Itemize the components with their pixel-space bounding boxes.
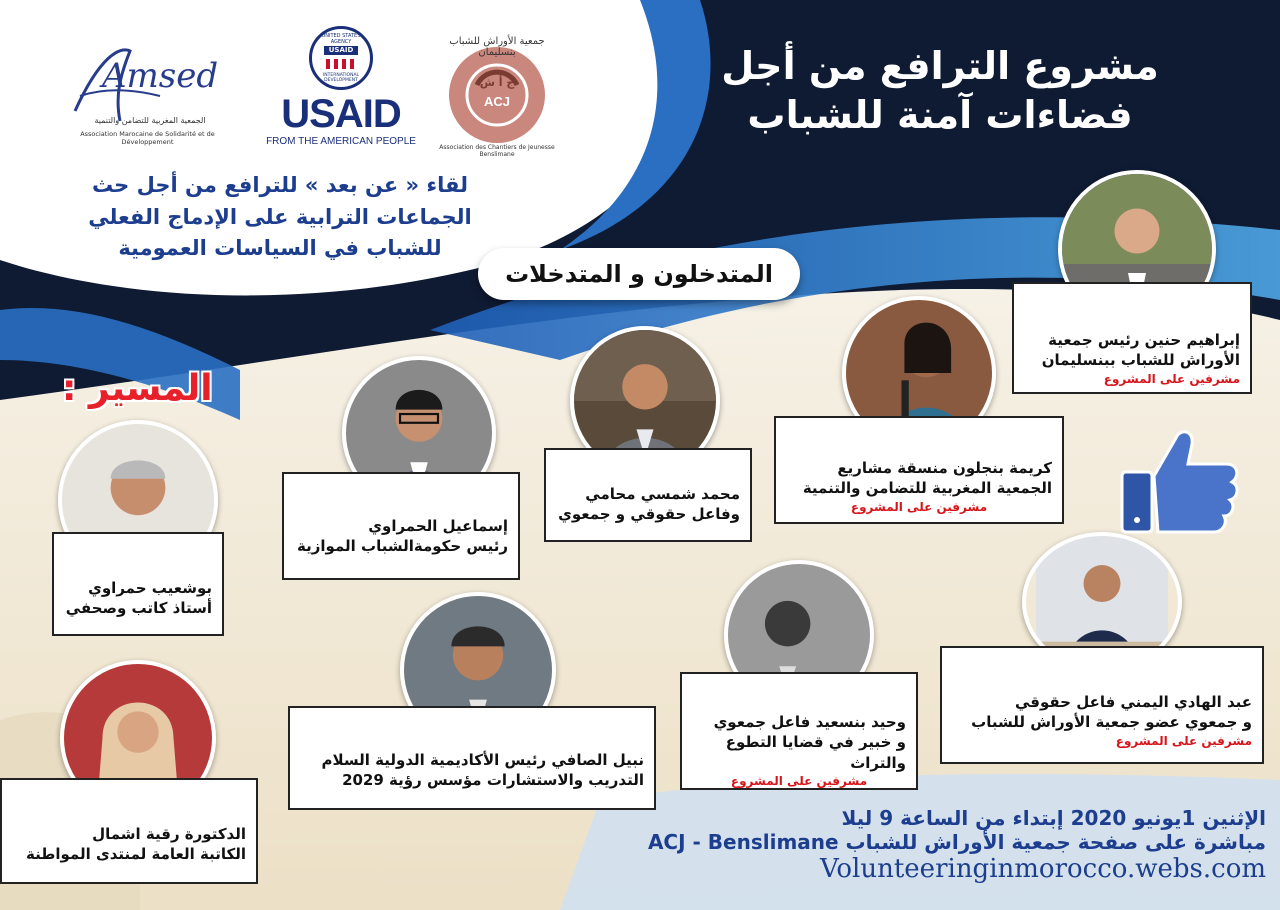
card-bouchaib xyxy=(52,532,224,636)
amsed-logo xyxy=(60,36,235,146)
usaid-name xyxy=(262,92,420,137)
ismail-line1: إسماعيل الحمراوي xyxy=(368,517,508,535)
rokia-line1: الدكتورة رقية اشمال xyxy=(92,825,246,843)
footer-website: Volunteeringinmorocco.webs.com xyxy=(820,854,1266,884)
bouchaib-line1: بوشعيب حمراوي xyxy=(88,579,212,597)
wahid-line2: و خبير في قضايا التطوع والتراث xyxy=(725,733,906,772)
subtitle-line3: للشباب في السياسات العمومية xyxy=(118,236,442,260)
project-title xyxy=(660,42,1220,141)
subtitle-line2: الجماعات الترابية على الإدماج الفعلي xyxy=(88,204,472,229)
abdelhadi-line1: عبد الهادي اليمني فاعل حقوقي xyxy=(1014,693,1252,711)
bouchaib-line2: أستاذ كاتب وصحفي xyxy=(65,599,212,618)
footer-broadcast: مباشرة على صفحة جمعية الأوراش للشباب ACJ - Benslimane xyxy=(647,830,1266,854)
card-ibrahim xyxy=(1012,282,1252,394)
usaid-seal xyxy=(309,26,373,90)
usaid-name-text: USAID xyxy=(281,92,401,136)
usaid-seal-top: UNITED STATES AGENCY xyxy=(321,33,361,45)
subtitle-line1: لقاء « عن بعد » للترافع من أجل حث xyxy=(91,173,469,197)
card-nabil xyxy=(288,706,656,810)
acj-initials: ACJ xyxy=(483,94,510,109)
usaid-logo xyxy=(262,24,420,152)
usaid-tagline: FROM THE AMERICAN PEOPLE xyxy=(266,136,416,147)
wahid-supervisor: مشرفين على المشروع xyxy=(730,773,868,788)
karima-line2: الجمعية المغربية للتضامن والتنمية xyxy=(802,479,1052,498)
ismail-line2: رئيس حكومةالشباب الموازية xyxy=(297,537,508,556)
project-title-line1: مشروع الترافع من أجل xyxy=(721,44,1159,88)
card-rokia xyxy=(0,778,258,884)
card-abdelhadi xyxy=(940,646,1264,764)
footer-date: الإثنين 1يونيو 2020 إبتداء من الساعة 9 ليلا xyxy=(841,806,1266,830)
thumbs-up-graphic xyxy=(1118,420,1244,538)
rokia-line2: الكاتبة العامة لمنتدى المواطنة xyxy=(26,845,246,864)
usaid-seal-center: USAID xyxy=(324,46,358,55)
usaid-seal-bottom: INTERNATIONAL DEVELOPMENT xyxy=(322,73,360,83)
card-mohamed xyxy=(544,448,752,542)
nabil-line1: نبيل الصافي رئيس الأكاديمية الدولية السلام xyxy=(321,751,644,769)
abdelhadi-supervisor: مشرفين على المشروع xyxy=(1115,733,1252,748)
usaid-seal-stripes xyxy=(326,59,356,69)
meeting-subtitle xyxy=(60,170,500,265)
amsed-french: Association Marocaine de Solidarité et de Développement xyxy=(80,130,215,146)
card-wahid xyxy=(680,672,918,790)
card-karima xyxy=(774,416,1064,524)
event-footer xyxy=(546,806,1266,884)
amsed-arabic: الجمعية المغربية للتضامن والتنمية xyxy=(94,116,206,125)
ibrahim-line2: الأوراش للشباب ببنسليمان xyxy=(1041,351,1240,370)
acj-arabic: جمعية الأوراش للشباب بنسليمان xyxy=(449,36,545,58)
nabil-line2: التدريب والاستشارات مؤسس رؤية 2029 xyxy=(342,771,644,790)
moderator-label: المسير : xyxy=(62,368,213,409)
project-title-line2: فضاءات آمنة للشباب xyxy=(747,93,1133,138)
abdelhadi-line2: و جمعوي عضو جمعية الأوراش للشباب xyxy=(971,713,1252,732)
speakers-section-title: المتدخلون و المتدخلات xyxy=(478,248,800,300)
acj-french: Association des Chantiers de Jeunesse Benslimane xyxy=(439,144,555,158)
acj-logo xyxy=(432,30,562,160)
karima-supervisor: مشرفين على المشروع xyxy=(850,499,988,514)
amsed-name: Amsed xyxy=(102,56,219,96)
ibrahim-line1: إبراهيم حنين رئيس جمعية xyxy=(1048,331,1240,349)
wahid-line1: وحيد بنسعيد فاعل جمعوي xyxy=(713,713,906,731)
mohamed-line2: وفاعل حقوقي و جمعوي xyxy=(558,505,740,524)
karima-line1: كريمة بنجلون منسقة مشاريع xyxy=(837,459,1052,477)
thumbs-up-icon xyxy=(1118,420,1244,538)
mohamed-line1: محمد شمسي محامي xyxy=(585,485,740,503)
ibrahim-supervisor: مشرفين على المشروع xyxy=(1103,371,1240,386)
acj-initials-ar: ج أ ش xyxy=(479,76,515,89)
card-ismail xyxy=(282,472,520,580)
